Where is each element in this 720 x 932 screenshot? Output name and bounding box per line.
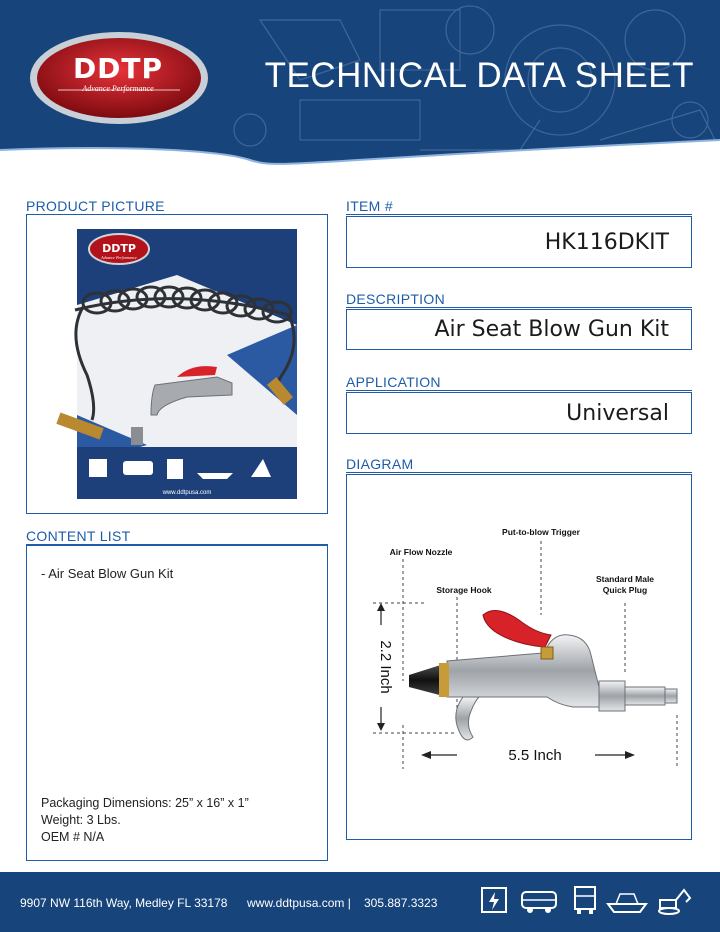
generator-icon xyxy=(480,884,508,916)
content-list-box xyxy=(26,545,328,861)
diagram-box xyxy=(346,474,692,840)
package-logo: DDTP xyxy=(102,242,136,255)
yacht-icon xyxy=(606,884,648,916)
footer-phone: 305.887.3323 xyxy=(364,896,438,910)
footer-address: 9907 NW 116th Way, Medley FL 33178 xyxy=(20,896,228,910)
item-application: Universal xyxy=(566,400,669,426)
description-heading: DESCRIPTION xyxy=(346,291,445,307)
product-specs xyxy=(41,795,249,846)
page-title: TECHNICAL DATA SHEET xyxy=(264,56,694,95)
oem-number: OEM # N/A xyxy=(41,830,105,844)
item-number: HK116DKIT xyxy=(544,229,669,255)
product-picture-box xyxy=(26,214,328,514)
bus-icon xyxy=(520,884,558,916)
label-trigger: Put-to-blow Trigger xyxy=(502,527,580,537)
package-website: www.ddtpusa.com xyxy=(162,490,212,496)
footer-bar xyxy=(0,872,720,932)
logo-wordmark: DDTP xyxy=(72,52,164,85)
diagram-heading: DIAGRAM xyxy=(346,456,414,472)
application-box xyxy=(346,392,692,434)
blow-gun-diagram xyxy=(347,475,691,839)
weight: Weight: 3 Lbs. xyxy=(41,813,121,827)
application-rule xyxy=(346,390,692,391)
height-dimension: 2.2 Inch xyxy=(377,640,394,694)
product-photo xyxy=(27,215,327,513)
item-rule xyxy=(346,214,692,215)
description-rule xyxy=(346,307,692,308)
content-list-heading: CONTENT LIST xyxy=(26,528,131,544)
product-picture-heading: PRODUCT PICTURE xyxy=(26,198,165,214)
label-plug-line2: Quick Plug xyxy=(602,585,648,595)
content-list-item: - Air Seat Blow Gun Kit xyxy=(41,566,174,581)
label-nozzle: Air Flow Nozzle xyxy=(389,547,453,557)
width-dimension: 5.5 Inch xyxy=(508,747,562,764)
packaging-dimensions: Packaging Dimensions: 25” x 16” x 1” xyxy=(41,796,249,810)
package-tagline: Advance Performance xyxy=(101,255,137,260)
item-heading: ITEM # xyxy=(346,198,393,214)
item-number-box xyxy=(346,216,692,268)
header-banner xyxy=(0,0,720,180)
label-hook: Storage Hook xyxy=(436,585,492,595)
footer-website[interactable]: www.ddtpusa.com | xyxy=(247,896,351,910)
truck-icon xyxy=(572,884,598,916)
application-heading: APPLICATION xyxy=(346,374,441,390)
description-box xyxy=(346,309,692,350)
logo-tagline: Advance Performance xyxy=(82,84,154,93)
label-plug-line1: Standard Male xyxy=(595,574,655,584)
item-description: Air Seat Blow Gun Kit xyxy=(434,317,669,342)
excavator-icon xyxy=(656,884,694,916)
diagram-rule xyxy=(346,472,692,473)
